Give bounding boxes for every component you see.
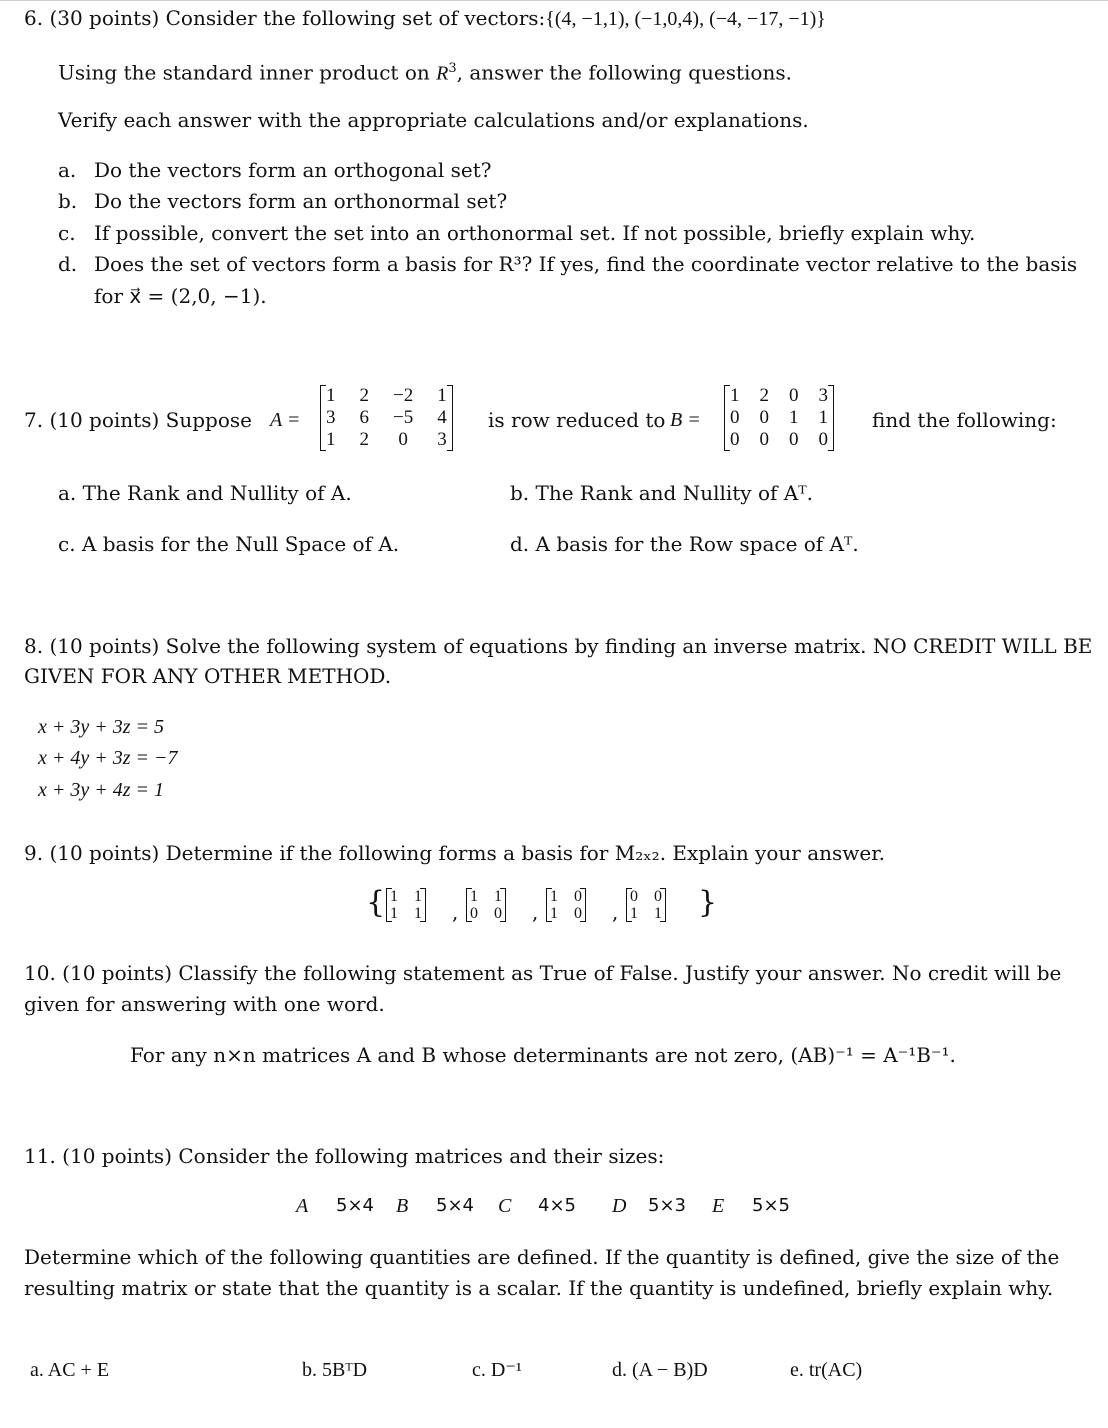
q9-matrix-cell: 0 <box>630 888 638 905</box>
q6-instruction-2: Verify each answer with the appropriate calculations and/or explanations. <box>58 108 809 132</box>
q6-item-b: Do the vectors form an orthonormal set? <box>94 189 508 213</box>
top-divider <box>0 0 1108 1</box>
q7-part-d: d. A basis for the Row space of Aᵀ. <box>510 532 859 556</box>
q6-line1-exp: 3 <box>448 61 457 76</box>
q7-suffix: find the following: <box>872 408 1057 432</box>
q6-vector-set: {(4, −1,1), (−1,0,4), (−4, −17, −1)} <box>545 8 826 30</box>
q7-B-eq: B = <box>670 409 701 431</box>
q6-heading <box>24 6 826 31</box>
q11-line2: resulting matrix or state that the quantity is a scalar. If the quantity is undefined, briefly explain why. <box>24 1276 1054 1300</box>
q11-size-name: B <box>396 1195 409 1217</box>
matrix-A-cell: 4 <box>437 407 447 428</box>
q6-line1-R: R <box>436 62 449 85</box>
q6-line1-suffix: , answer the following questions. <box>456 60 792 85</box>
matrix-A-cell: −2 <box>393 385 414 406</box>
q9-matrix-2 <box>466 888 506 922</box>
q8-eq3: x + 3y + 4z = 1 <box>38 779 165 801</box>
q9-matrix-3 <box>546 888 586 922</box>
q11-size-value: 5×3 <box>648 1195 686 1216</box>
q11-line1: Determine which of the following quantities are defined. If the quantity is defined, give the size of the <box>24 1245 1060 1269</box>
q7-A-eq: A = <box>270 409 301 431</box>
q9-matrix-cell: 1 <box>470 888 478 905</box>
q9-brace-right: } <box>698 885 718 920</box>
matrix-B-cell: 0 <box>730 429 740 450</box>
q6-line1-prefix: Using the standard inner product on <box>58 60 437 85</box>
q9-matrix-cell: 1 <box>630 905 638 922</box>
q10-line2: given for answering with one word. <box>24 992 385 1016</box>
matrix-B-cell: 0 <box>789 429 799 450</box>
q11-part-e: e. tr(AC) <box>790 1359 863 1381</box>
matrix-A-cell: 6 <box>359 407 369 428</box>
q9-heading: 9. (10 points) Determine if the following forms a basis for M₂ₓ₂. Explain your answer. <box>24 841 885 865</box>
matrix-A-cell: 1 <box>326 385 336 406</box>
q9-matrix-cell: 0 <box>470 905 478 922</box>
matrix-A-cell: 3 <box>326 407 336 428</box>
q6-item-a: Do the vectors form an orthogonal set? <box>94 158 492 182</box>
q7-part-c: c. A basis for the Null Space of A. <box>58 532 400 556</box>
matrix-B-cell: 1 <box>818 407 828 428</box>
q9-matrix-1 <box>386 888 426 922</box>
q9-comma: , <box>452 900 459 924</box>
matrix-A <box>320 385 453 451</box>
q9-matrix-cell: 1 <box>550 888 558 905</box>
q9-matrix-cell: 1 <box>550 905 558 922</box>
q11-heading: 11. (10 points) Consider the following matrices and their sizes: <box>24 1144 665 1168</box>
q11-size-name: C <box>498 1195 512 1217</box>
q8-line2: GIVEN FOR ANY OTHER METHOD. <box>24 664 392 688</box>
q11-size-value: 5×4 <box>436 1195 474 1216</box>
q9-comma: , <box>532 900 539 924</box>
matrix-A-cell: 2 <box>359 429 369 450</box>
matrix-A-cell: 3 <box>437 429 447 450</box>
matrix-B-cell: 3 <box>818 385 828 406</box>
matrix-A-cell: 0 <box>398 429 408 450</box>
q9-comma: , <box>612 900 619 924</box>
q11-part-d: d. (A − B)D <box>612 1359 708 1381</box>
q6-item-c: If possible, convert the set into an orthonormal set. If not possible, briefly explain why. <box>94 221 976 245</box>
q7-middle: is row reduced to <box>488 408 666 432</box>
q6-instruction-1 <box>58 57 792 86</box>
matrix-B-cell: 0 <box>730 407 740 428</box>
q9-matrix-cell: 1 <box>390 905 398 922</box>
matrix-B-cell: 0 <box>789 385 799 406</box>
q9-matrix-cell: 0 <box>574 888 582 905</box>
q11-size-value: 5×4 <box>336 1195 374 1216</box>
q11-size-value: 5×5 <box>752 1195 790 1216</box>
q10-line1: 10. (10 points) Classify the following statement as True of False. Justify your answer. No credit will be <box>24 961 1062 985</box>
q10-statement: For any n×n matrices A and B whose determinants are not zero, (AB)⁻¹ = A⁻¹B⁻¹. <box>130 1043 956 1067</box>
q7-part-a: a. The Rank and Nullity of A. <box>58 481 352 505</box>
matrix-B-cell: 0 <box>818 429 828 450</box>
matrix-A-cell: 2 <box>359 385 369 406</box>
q11-part-a: a. AC + E <box>30 1359 110 1381</box>
matrix-B-cell: 2 <box>759 385 769 406</box>
matrix-A-cell: 1 <box>326 429 336 450</box>
q9-brace-left: { <box>366 885 386 920</box>
matrix-B-cell: 0 <box>759 407 769 428</box>
matrix-A-cell: −5 <box>393 407 414 428</box>
q6-item-d-cont: for x⃗ = (2,0, −1). <box>94 284 267 308</box>
q6-heading-text: 6. (30 points) Consider the following set of vectors: <box>24 6 546 30</box>
q11-size-name: D <box>612 1195 627 1217</box>
q7-prefix: 7. (10 points) Suppose <box>24 408 252 432</box>
q6-item-d: Does the set of vectors form a basis for R³? If yes, find the coordinate vector relative to the basis <box>94 252 1078 276</box>
q9-matrix-cell: 1 <box>390 888 398 905</box>
q11-size-value: 4×5 <box>538 1195 576 1216</box>
q9-matrix-cell: 1 <box>494 888 502 905</box>
matrix-A-cell: 1 <box>437 385 447 406</box>
q9-matrix-4 <box>626 888 666 922</box>
q9-matrix-cell: 1 <box>414 888 422 905</box>
q8-line1: 8. (10 points) Solve the following system of equations by finding an inverse matrix. NO CREDIT WILL BE <box>24 634 1093 658</box>
q11-part-b: b. 5BᵀD <box>302 1359 368 1381</box>
q11-size-name: E <box>712 1195 725 1217</box>
q9-matrix-cell: 1 <box>414 905 422 922</box>
q7-part-b: b. The Rank and Nullity of Aᵀ. <box>510 481 813 505</box>
matrix-B-cell: 1 <box>789 407 799 428</box>
matrix-B-cell: 0 <box>759 429 769 450</box>
q11-part-c: c. D⁻¹ <box>472 1359 522 1381</box>
q9-matrix-cell: 0 <box>654 888 662 905</box>
q8-eq2: x + 4y + 3z = −7 <box>38 747 178 769</box>
q6-item-d-label: d. <box>58 252 78 276</box>
q11-size-name: A <box>296 1195 309 1217</box>
q6-item-c-label: c. <box>58 221 76 245</box>
q6-item-a-label: a. <box>58 158 77 182</box>
matrix-B <box>724 385 834 451</box>
q6-item-b-label: b. <box>58 189 78 213</box>
q8-eq1: x + 3y + 3z = 5 <box>38 716 165 738</box>
q9-matrix-cell: 0 <box>574 905 582 922</box>
q9-matrix-cell: 0 <box>494 905 502 922</box>
matrix-B-cell: 1 <box>730 385 740 406</box>
q9-matrix-cell: 1 <box>654 905 662 922</box>
